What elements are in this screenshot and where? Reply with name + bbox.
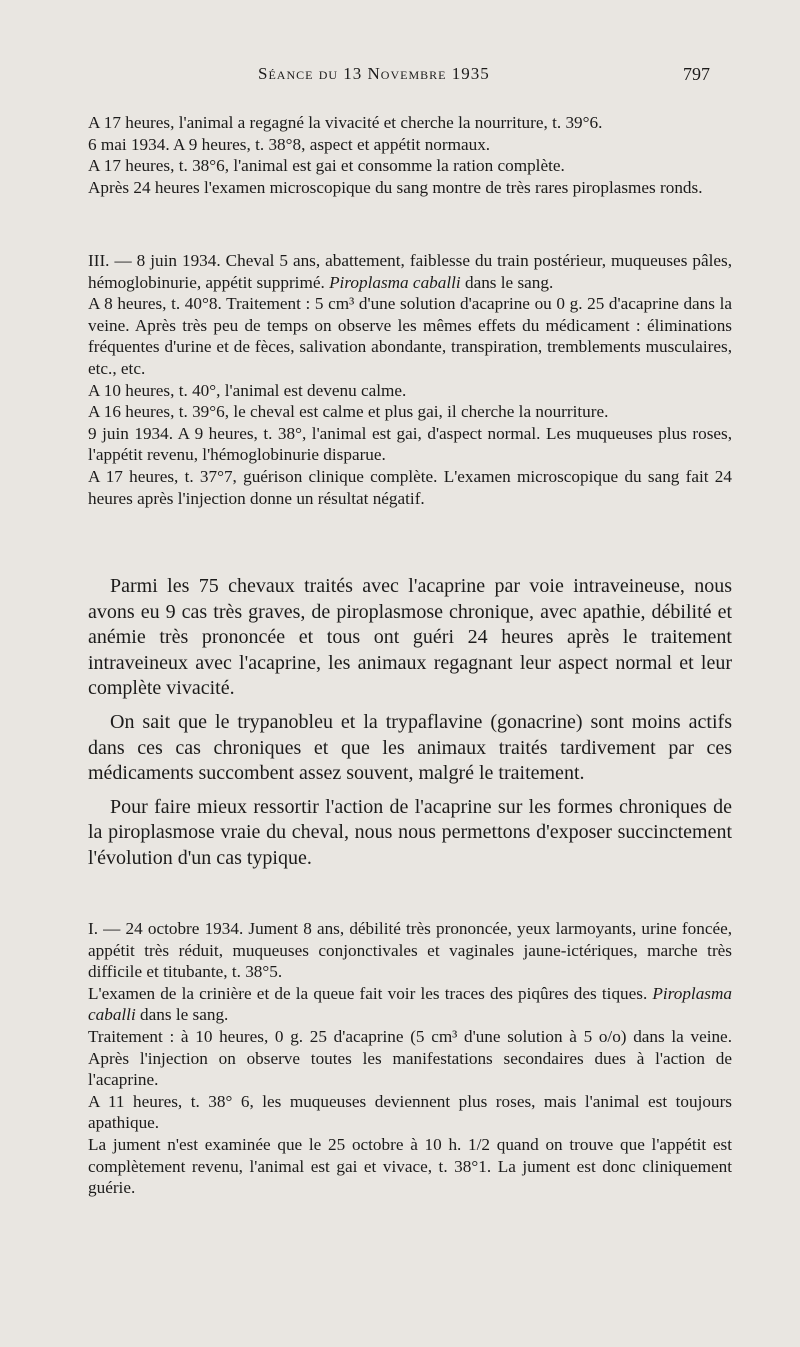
page-number: 797 [683, 64, 710, 84]
text-run: dans le sang. [460, 272, 554, 292]
paragraph [88, 983, 732, 1026]
paragraph: A 8 heures, t. 40°8. Traitement : 5 cm³ d'une solution d'acaprine ou 0 g. 25 d'acaprine dans la veine. Après très peu de temps on observe les mêmes effets du médicament : éliminations fréquentes d'urine et de fèces, salivation abondante, transpiration, tremblements musculaires, etc., etc. [88, 294, 732, 378]
paragraph: Traitement : à 10 heures, 0 g. 25 d'acaprine (5 cm³ d'une solution à 5 o/o) dans la veine. Après l'injection on observe toutes les manifestations secondaires dues à l'action de l'acaprine. [88, 1026, 732, 1090]
text-run: III. — 8 juin 1934. Cheval 5 ans, abattement, faiblesse du train postérieur, muqueuses pâles, hémoglobinurie, appétit supprimé. [88, 251, 732, 292]
paragraph: La jument n'est examinée que le 25 octobre à 10 h. 1/2 quand on trouve que l'appétit est complètement revenu, l'animal est gai et vivace, t. 38°1. La jument est donc cliniquement guérie. [88, 1134, 732, 1198]
paragraph: A 17 heures, l'animal a regagné la vivacité et cherche la nourriture, t. 39°6. [88, 113, 603, 132]
main-text [88, 574, 732, 872]
paragraph: 9 juin 1934. A 9 heures, t. 38°, l'animal est gai, d'aspect normal. Les muqueuses plus roses, l'appétit revenu, l'hémoglobinurie disparue. [88, 423, 732, 465]
text-run: dans le sang. [135, 1005, 229, 1025]
paragraph: A 11 heures, t. 38° 6, les muqueuses deviennent plus roses, mais l'animal est toujours apathique. [88, 1091, 732, 1133]
paragraph: A 16 heures, t. 39°6, le cheval est calme et plus gai, il cherche la nourriture. [88, 402, 609, 422]
case-notes-block-3 [88, 918, 732, 1199]
paragraph: Pour faire mieux ressortir l'action de l'acaprine sur les formes chroniques de la piroplasmose vraie du cheval, nous nous permettons d'exposer succinctement l'évolution d'un cas typique. [88, 795, 732, 869]
paragraph: I. — 24 octobre 1934. Jument 8 ans, débilité très prononcée, yeux larmoyants, urine foncée, appétit très réduit, muqueuses conjonctivales et vaginales jaune-ictériques, marche très difficile et titubante, t. 38°5. [88, 919, 732, 982]
running-title: Séance du 13 Novembre 1935 [258, 64, 490, 83]
paragraph: Après 24 heures l'examen microscopique du sang montre de très rares piroplasmes ronds. [88, 177, 703, 197]
paragraph: Parmi les 75 chevaux traités avec l'acaprine par voie intraveineuse, nous avons eu 9 cas très graves, de piroplasmose chronique, avec apathie, débilité et anémie très prononcée et tous ont guéri 24 heures après le traitement intraveineux avec l'acaprine, les animaux regagnant leur aspect normal et leur complète vivacité. [88, 575, 732, 700]
paragraph: 6 mai 1934. A 9 heures, t. 38°8, aspect et appétit normaux. [88, 134, 491, 154]
paragraph [88, 250, 732, 293]
paragraph: On sait que le trypanobleu et la trypaflavine (gonacrine) sont moins actifs dans ces cas chroniques et que les animaux traités tardivement par ces médicaments succombent assez souvent, malgré le traitement. [88, 710, 732, 785]
case-notes-block-2 [88, 250, 732, 509]
species-name: Piroplasma caballi [88, 983, 732, 1025]
paragraph: A 10 heures, t. 40°, l'animal est devenu calme. [88, 380, 407, 400]
case-notes-block-1 [88, 112, 732, 198]
paragraph: A 17 heures, t. 37°7, guérison clinique complète. L'examen microscopique du sang fait 24 heures après l'injection donne un résultat négatif. [88, 466, 732, 508]
species-name: Piroplasma caballi [329, 272, 461, 292]
text-run: L'examen de la crinière et de la queue fait voir les traces des piqûres des tiques. [88, 983, 653, 1003]
paragraph: A 17 heures, t. 38°6, l'animal est gai et consomme la ration complète. [88, 156, 565, 176]
page-header [90, 64, 710, 90]
